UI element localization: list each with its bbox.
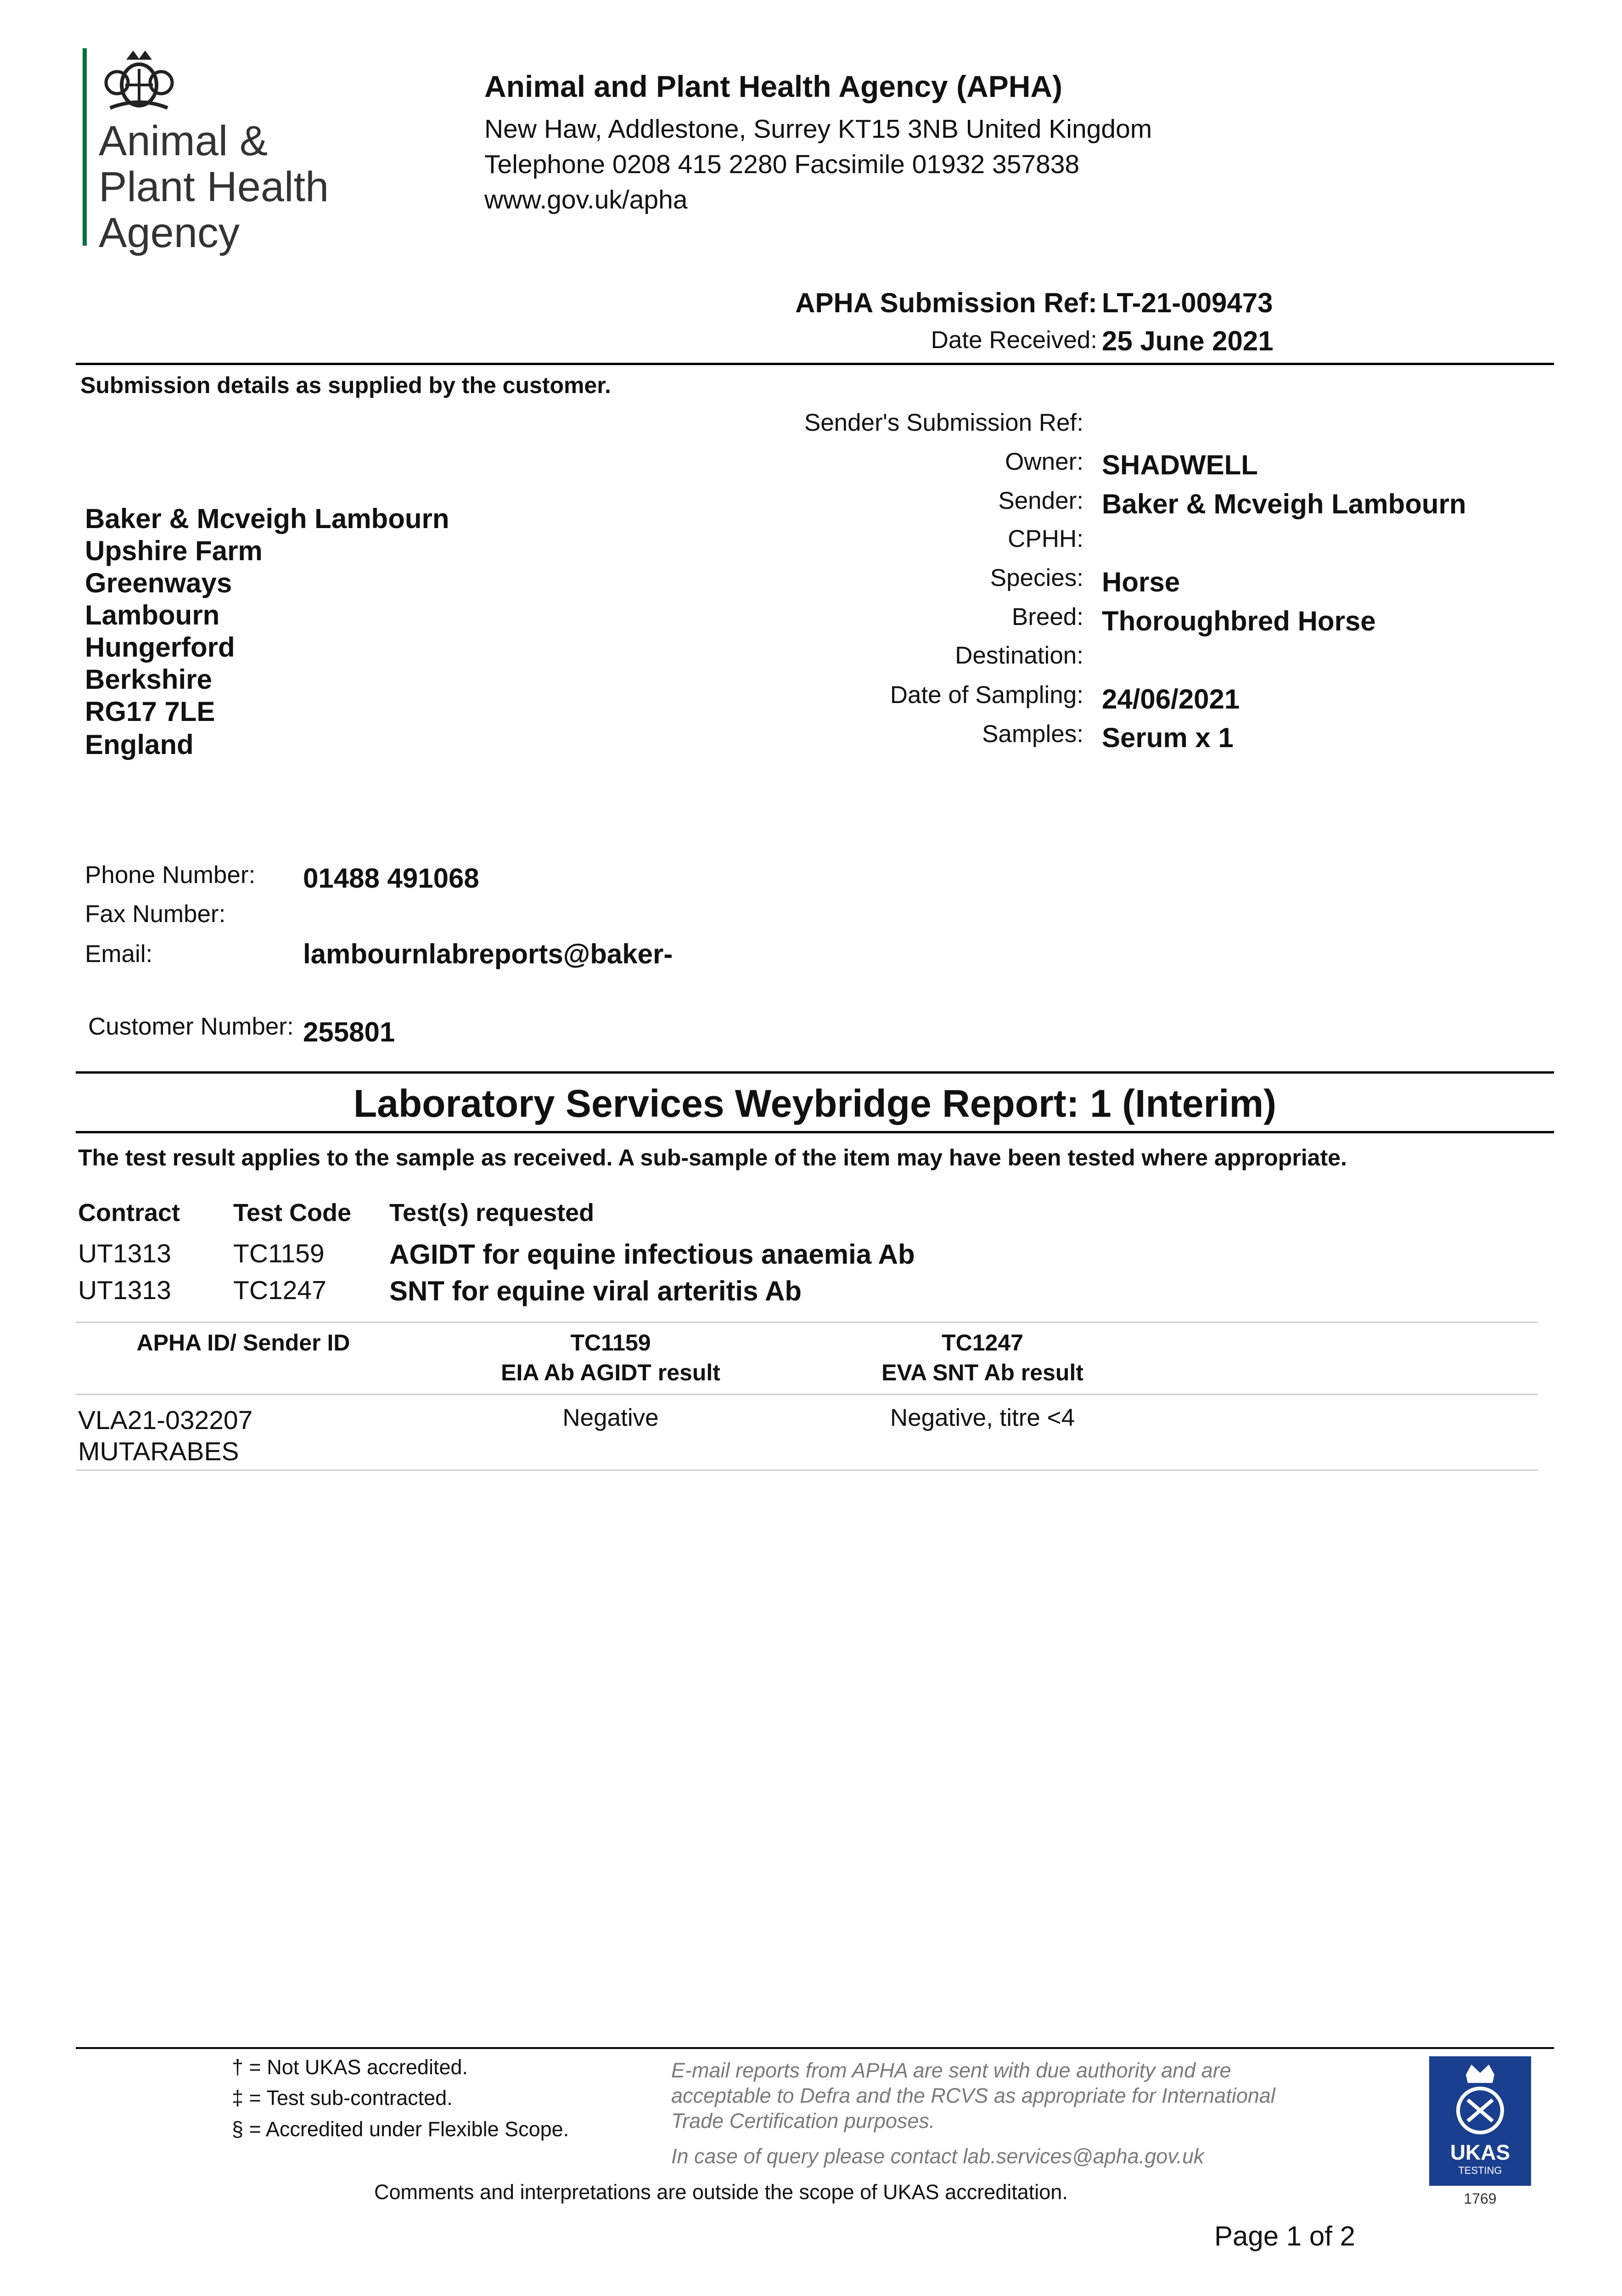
report-title: Laboratory Services Weybridge Report: 1 (Interim) [353,1082,1277,1125]
address-line: England [85,729,194,760]
sender-label: Sender: [998,487,1083,514]
sampling-date-label: Date of Sampling: [890,681,1083,709]
submission-ref-value: LT-21-009473 [1102,287,1273,318]
agency-name: Animal and Plant Health Agency (APHA) [484,69,1063,103]
species-value: Horse [1102,567,1180,597]
ukas-scope-note: Comments and interpretations are outside the scope of UKAS accreditation. [374,2180,1068,2204]
tests-header-code: Test Code [233,1199,352,1227]
results-header-eia-name: EIA Ab AGIDT result [501,1360,720,1385]
breed-value: Thoroughbred Horse [1102,606,1376,636]
header-divider [76,363,1554,365]
results-header-eva-name: EVA SNT Ab result [881,1360,1083,1385]
address-line: RG17 7LE [85,696,215,727]
logo-line-2: Plant Health [99,163,329,210]
results-header-eia-code: TC1159 [570,1330,651,1356]
results-header-id: APHA ID/ Sender ID [136,1330,350,1356]
royal-crest-icon [99,46,179,115]
report-title-top-line [76,1071,1554,1074]
address-line: Hungerford [85,632,235,663]
page-number: Page 1 of 2 [1214,2221,1355,2251]
legend-not-accredited: † = Not UKAS accredited. [232,2055,468,2079]
sampling-date-value: 24/06/2021 [1102,684,1240,715]
results-bottom-line [76,1469,1538,1471]
email-label: Email: [85,940,153,968]
date-received-label: Date Received: [931,326,1097,354]
customer-number-label: Customer Number: [88,1013,294,1040]
breed-label: Breed: [1011,603,1083,630]
fax-label: Fax Number: [85,900,226,928]
email-note-2: acceptable to Defra and the RCVS as appropriate for International [671,2084,1275,2107]
cphh-label: CPHH: [1008,525,1083,552]
tests-header-contract: Contract [78,1199,180,1227]
results-header-eva-code: TC1247 [942,1330,1023,1356]
result-sender-id: MUTARABES [78,1437,239,1466]
test-code: TC1247 [233,1276,326,1305]
owner-value: SHADWELL [1102,450,1258,480]
legend-flexible-scope: § = Accredited under Flexible Scope. [232,2117,569,2141]
ukas-badge-sub: TESTING [1458,2165,1502,2176]
footer-divider [76,2047,1554,2049]
report-disclaimer: The test result applies to the sample as received. A sub-sample of the item may have been tested where appropriate. [78,1145,1347,1171]
result-apha-id: VLA21-032207 [78,1406,253,1435]
report-title-bottom-line [76,1131,1554,1133]
test-contract: UT1313 [78,1239,171,1268]
result-eia: Negative [562,1404,659,1431]
agency-phone-fax: Telephone 0208 415 2280 Facsimile 01932 357838 [484,150,1080,179]
agency-website[interactable]: www.gov.uk/apha [484,185,688,214]
address-line: Upshire Farm [85,535,263,566]
test-requested: AGIDT for equine infectious anaemia Ab [389,1239,915,1270]
test-contract: UT1313 [78,1276,171,1305]
email-value[interactable]: lambournlabreports@baker- [303,939,673,969]
destination-label: Destination: [955,642,1083,669]
ukas-badge [1429,2056,1531,2186]
ukas-number: 1769 [1464,2190,1497,2207]
logo-line-3: Agency [99,209,240,256]
results-top-line [76,1322,1538,1323]
address-line: Lambourn [85,600,220,630]
senders-ref-label: Sender's Submission Ref: [804,409,1083,436]
address-line: Greenways [85,568,232,598]
samples-value: Serum x 1 [1102,722,1234,753]
logo-line-1: Animal & [99,118,268,164]
test-code: TC1159 [233,1239,325,1268]
date-received-value: 25 June 2021 [1102,326,1274,356]
address-line: Baker & Mcveigh Lambourn [85,503,449,534]
submission-ref-label: APHA Submission Ref: [795,287,1097,318]
samples-label: Samples: [982,720,1083,748]
owner-label: Owner: [1005,448,1083,475]
logo-green-bar [83,48,87,246]
ukas-badge-text: UKAS [1450,2140,1510,2164]
agency-address: New Haw, Addlestone, Surrey KT15 3NB United Kingdom [484,114,1152,144]
results-header-line [76,1394,1538,1395]
result-eva: Negative, titre <4 [890,1404,1075,1431]
test-requested: SNT for equine viral arteritis Ab [389,1276,802,1306]
phone-label: Phone Number: [85,861,256,889]
address-line: Berkshire [85,664,212,695]
tests-header-requested: Test(s) requested [389,1199,595,1227]
sender-value: Baker & Mcveigh Lambourn [1102,489,1466,519]
legend-sub-contracted: ‡ = Test sub-contracted. [232,2086,453,2110]
submission-details-heading: Submission details as supplied by the customer. [80,372,611,398]
ukas-crown-icon [1429,2056,1531,2139]
query-note: In case of query please contact lab.services@apha.gov.uk [671,2144,1204,2168]
email-note-1: E-mail reports from APHA are sent with due authority and are [671,2059,1231,2082]
phone-value: 01488 491068 [303,863,479,894]
customer-number-value: 255801 [303,1017,395,1047]
species-label: Species: [990,564,1083,591]
email-note-3: Trade Certification purposes. [671,2109,935,2133]
